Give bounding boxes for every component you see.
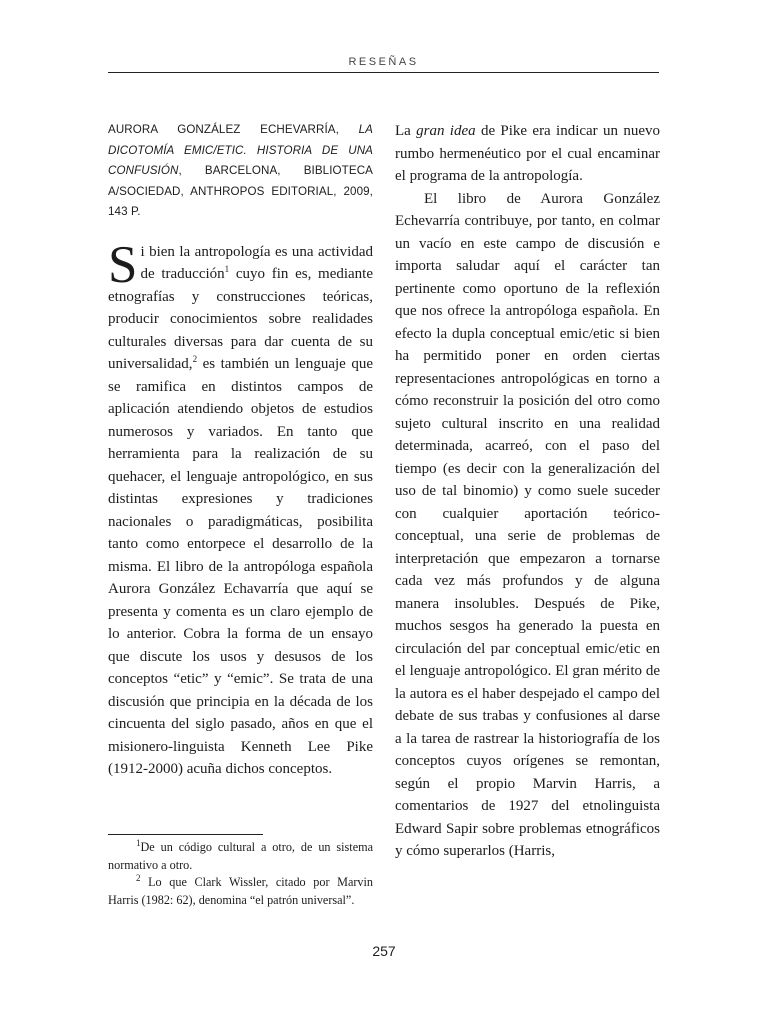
footnote-2 [108,874,373,909]
page-number: 257 [372,943,396,959]
body-text: es también un lenguaje que se ramifica en distintos campos de aplicación atendiendo objetos de estudios numerosos y variados. En tanto que herramienta para la realización de su quehacer, el lenguaje antropológico, en sus distintas expresiones y tradiciones nacionales o paradigmáticas, posibilita tanto como entorpece el desarrollo de la misma. El libro de la antropóloga española Aurora González Echavarría que aquí se presenta y comenta es un claro ejemplo de lo anterior. Cobra la forma de un ensayo que discute los usos y desusos de los conceptos “etic” y “emic”. Se trata de una discusión que principia en la década de los cincuenta del siglo pasado, años en que el misionero-linguista Kenneth Lee Pike (1912-2000) acuña dichos conceptos. [108,356,373,777]
footnote-1 [108,839,373,874]
footnote-number: 1 [136,837,141,848]
footnotes [108,839,373,909]
footnote-rule [108,834,263,835]
review-author: AURORA GONZÁLEZ ECHEVARRÍA, [108,123,359,136]
footnote-text: De un código cultural a otro, de un sistema normativo a otro. [108,840,373,872]
drop-cap: S [108,235,138,294]
body-paragraph-1 [108,235,373,781]
footnote-ref-2: 2 [192,354,198,364]
right-column [395,120,660,863]
left-column [108,120,373,781]
footnote-text: Lo que Clark Wissler, citado por Marvin Harris (1982: 62), denomina “el patrón universal”. [108,875,373,907]
body-text: La [395,123,417,139]
review-book-title: LA DICOTOMÍA EMIC/ETIC. HISTORIA DE UNA CONFUSIÓN [108,123,373,177]
footnote-ref-1: 1 [224,264,230,274]
body-paragraph-2 [395,120,660,188]
running-header: RESEÑAS [348,56,419,68]
header-rule [108,72,659,73]
body-paragraph-3: El libro de Aurora González Echevarría contribuye, por tanto, en colmar un vacío en este campo de discusión e importa saludar aquí el carácter tan pertinente como oportuno de la reflexión que nos ofrece la antropóloga española. En efecto la dupla conceptual emic/etic si bien ha permitido poner en orden ciertas representaciones antropológicas en torno a cómo reconstruir la posición del otro como sujeto cultural inscrito en una realidad determinada, acarreó, con el paso del tiempo (es decir con la generalización del uso de tal binomio) y como suele suceder con cualquier aportación teórico-conceptual, una serie de problemas de interpretación que empezaron a tornarse cada vez más profundos y de alguna manera insolubles. Después de Pike, muchos sesgos ha generado la puesta en circulación del par conceptual emic/etic en el lenguaje antropológico. El gran mérito de la autora es el haber despejado el campo del debate de sus trabas y confusiones al darse a la tarea de rastrear la historiografía de los conceptos cuyos orígenes se remontan, según el propio Marvin Harris, a comentarios de 1927 del etnolinguista Edward Sapir sobre problemas etnográficos y cómo superarlos (Harris, [395,190,660,859]
body-text: i bien la antropología es una actividad de traducción [140,243,373,282]
review-publication: , BARCELONA, BIBLIOTECA A/SOCIEDAD, ANTHROPOS EDITORIAL, 2009, 143 P. [108,164,373,218]
emphasis-text: gran idea [416,123,476,139]
body-text: de Pike era indicar un nuevo rumbo hermenéutico por el cual encaminar el programa de la antropología. [395,123,660,184]
review-heading [108,120,373,223]
body-text: cuyo fin es, mediante etnografías y construcciones teóricas, producir conocimientos sobre realidades culturales diversas para dar cuenta de su universalidad, [108,266,373,372]
footnote-number: 2 [136,873,141,884]
